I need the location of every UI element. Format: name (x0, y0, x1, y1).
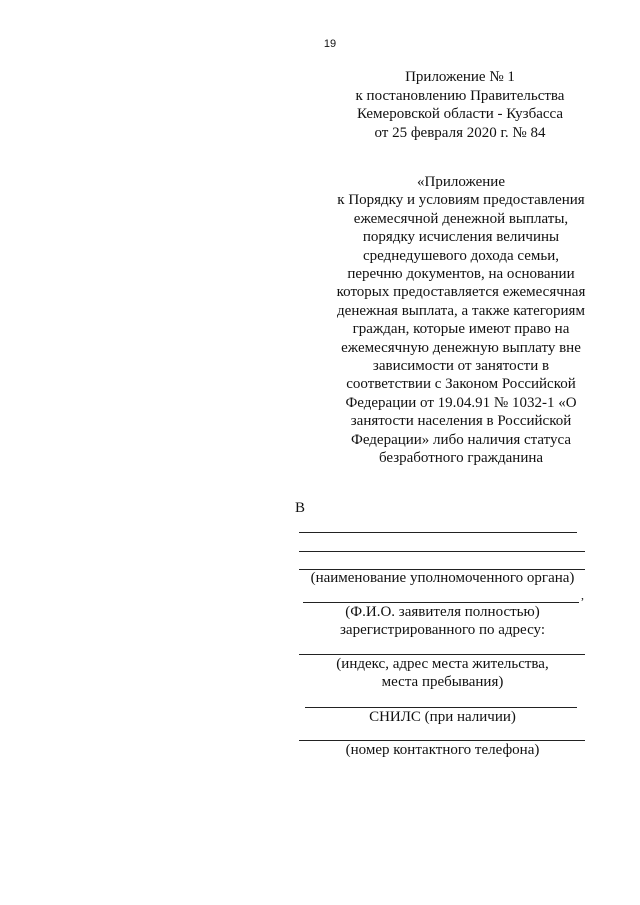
appendix-1-line: от 25 февраля 2020 г. № 84 (374, 124, 546, 141)
appendix-2-line: соответствии с Законом Российской (346, 376, 576, 393)
appendix-2-line: Федерации от 19.04.91 № 1032-1 «О (345, 394, 577, 411)
appendix-2-line: которых предоставляется ежемесячная (336, 284, 586, 301)
applicant-caption: (Ф.И.О. заявителя полностью) (345, 604, 540, 620)
appendix-2-line: зависимости от занятости в (372, 358, 550, 375)
authority-caption: (наименование уполномоченного органа) (310, 570, 575, 586)
appendix-2-line: ежемесячную денежную выплату вне (341, 339, 581, 356)
appendix-2-line: ежемесячной денежной выплаты, (353, 210, 569, 227)
appendix-2-line: Федерации» либо наличия статуса (350, 431, 572, 448)
page-number: 19 (323, 38, 337, 50)
authority-name-line-1[interactable] (299, 532, 577, 533)
to-label: В (295, 500, 306, 516)
registered-caption: зарегистрированного по адресу: (340, 622, 545, 638)
appendix-2-line: занятости населения в Российской (350, 413, 572, 430)
phone-caption: (номер контактного телефона) (345, 742, 540, 758)
appendix-2-line: «Приложение (416, 174, 505, 190)
appendix-2-line: безработного гражданина (378, 450, 544, 467)
authority-name-line-2[interactable] (299, 551, 585, 552)
address-caption-1: (индекс, адрес места жительства, (336, 656, 549, 672)
appendix-2-header (326, 173, 596, 468)
appendix-2-line: перечню документов, на основании (347, 266, 575, 283)
appendix-1-line: Приложение № 1 (405, 69, 515, 85)
appendix-2-line: денежная выплата, а также категориям (337, 302, 585, 319)
appendix-1-line: Кемеровской области - Кузбасса (356, 106, 564, 123)
appendix-2-line: к Порядку и условиям предоставления (337, 192, 585, 209)
appendix-2-line: порядку исчисления величины (362, 229, 560, 246)
appendix-2-line: граждан, которые имеют право на (352, 321, 570, 338)
appendix-1-header (330, 68, 590, 142)
appendix-1-line: к постановлению Правительства (355, 87, 565, 104)
snils-caption: СНИЛС (при наличии) (369, 709, 516, 725)
address-caption-2: места пребывания) (381, 674, 504, 690)
comma: , (581, 588, 584, 602)
appendix-2-line: среднедушевого дохода семьи, (363, 247, 559, 264)
